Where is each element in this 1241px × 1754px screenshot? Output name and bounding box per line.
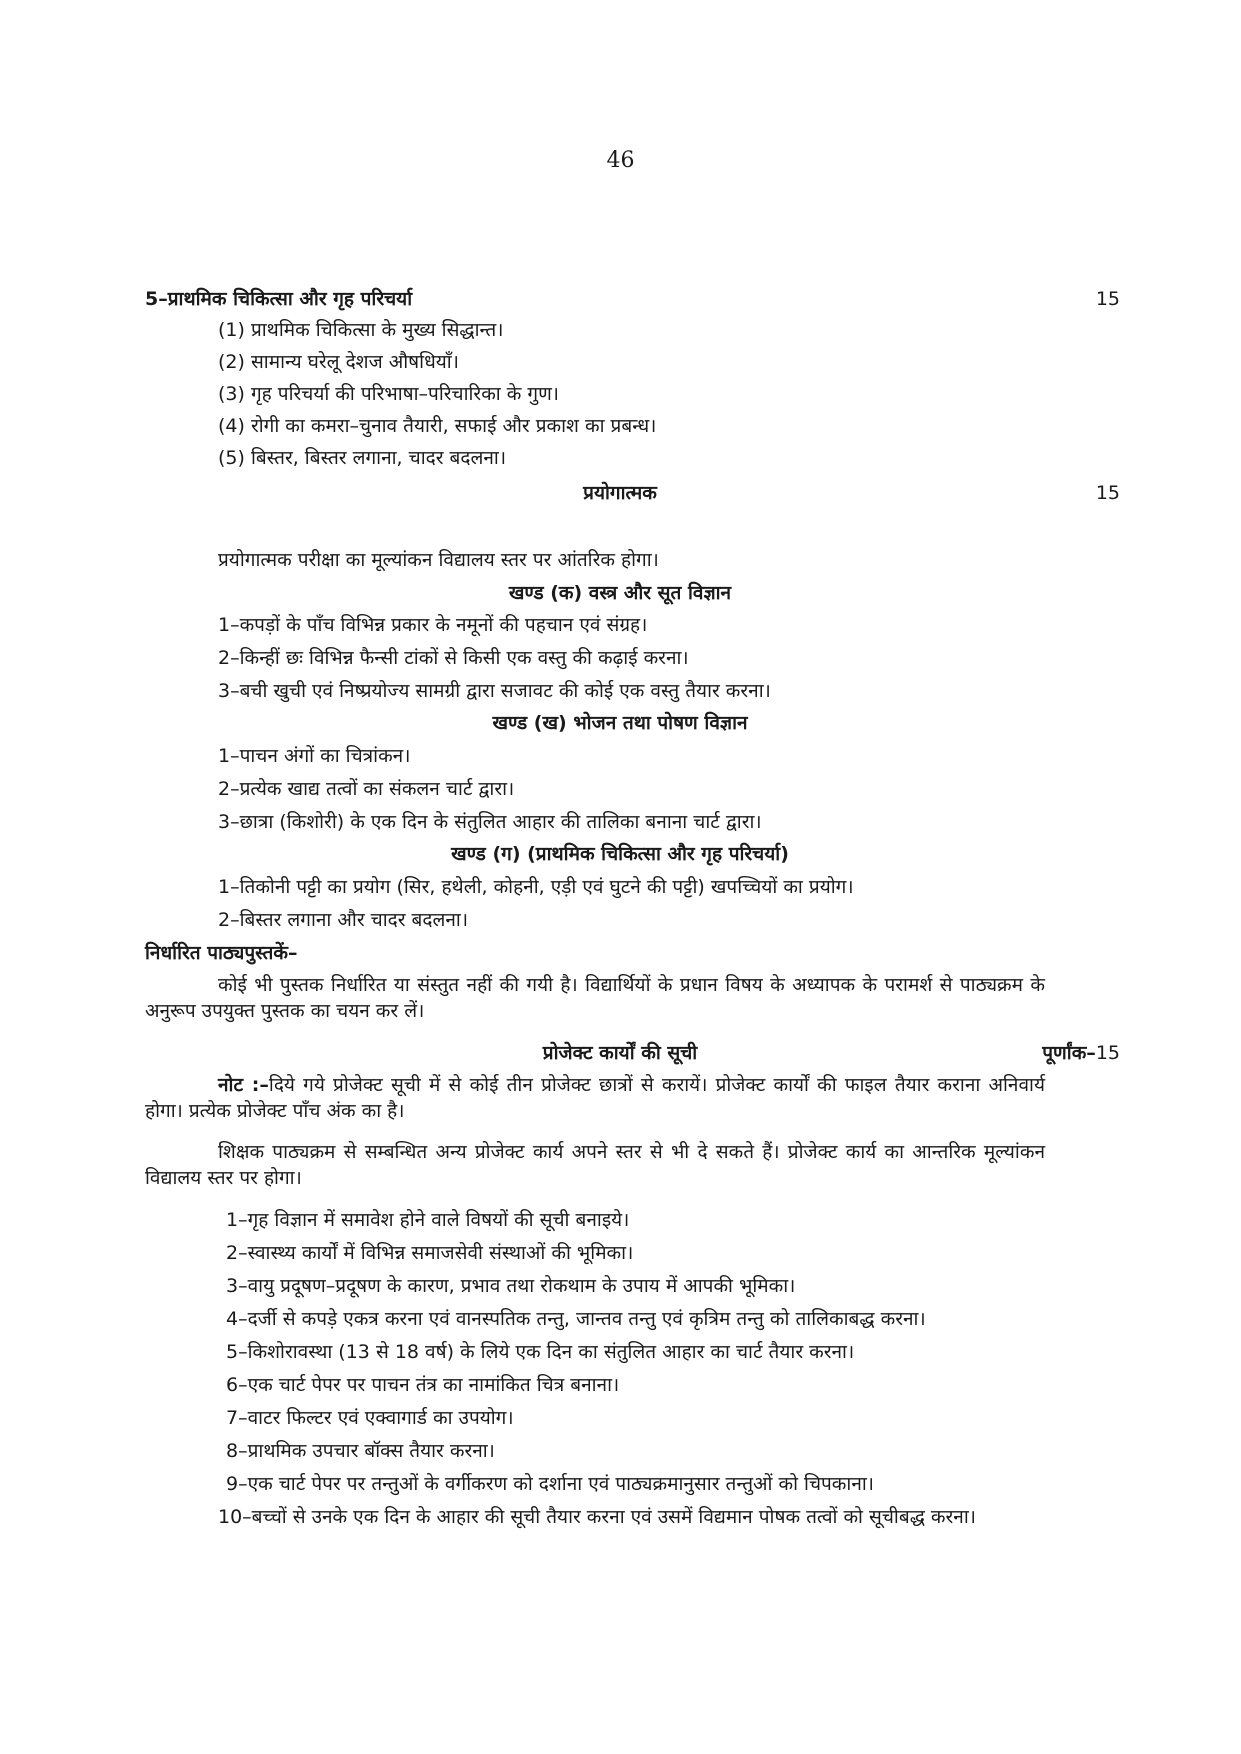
unit5-item: (2) सामान्य घरेलू देशज औषधियाँ। — [218, 351, 459, 373]
unit5-item: (4) रोगी का कमरा–चुनाव तैयारी, सफाई और प्रकाश का प्रबन्ध। — [218, 415, 657, 437]
unit5-item: (5) बिस्तर, बिस्तर लगाना, चादर बदलना। — [218, 447, 507, 469]
section-ka-item: 3–बची खुची एवं निष्प्रयोज्य सामग्री द्वारा सजावट की कोई एक वस्तु तैयार करना। — [218, 680, 771, 702]
textbooks-text: कोई भी पुस्तक निर्धारित या संस्तुत नहीं की गयी है। विद्यार्थियों के प्रधान विषय के अध्यापक के परामर्श से पाठ्यक्रम के अनुरूप उपयुक्त पुस्तक का चयन कर लें। — [145, 974, 1045, 1022]
projects-para: शिक्षक पाठ्यक्रम से सम्बन्धित अन्य प्रोजेक्ट कार्य अपने स्तर से भी दे सकते हैं। प्रोजेक्ट कार्य का आन्तरिक मूल्यांकन विद्यालय स्तर पर होगा। — [145, 1141, 1045, 1189]
unit5-item: (1) प्राथमिक चिकित्सा के मुख्य सिद्धान्त। — [218, 319, 504, 341]
projects-marks-value: 15 — [1095, 1042, 1120, 1064]
section-kha-item: 3–छात्रा (किशोरी) के एक दिन के संतुलित आहार की तालिका बनाना चार्ट द्वारा। — [218, 811, 762, 833]
page-number: 46 — [606, 148, 635, 173]
textbooks-heading: निर्धारित पाठ्यपुस्तकें– — [145, 942, 298, 964]
projects-marks-label: पूर्णांक– — [1042, 1042, 1096, 1064]
practical-intro: प्रयोगात्मक परीक्षा का मूल्यांकन विद्यालय स्तर पर आंतरिक होगा। — [218, 549, 659, 571]
unit5-item: (3) गृह परिचर्या की परिभाषा–परिचारिका के गुण। — [218, 383, 560, 405]
project-item: 3–वायु प्रदूषण–प्रदूषण के कारण, प्रभाव तथा रोकथाम के उपाय में आपकी भूमिका। — [226, 1275, 796, 1297]
practical-heading: प्रयोगात्मक — [583, 482, 657, 504]
practical-marks: 15 — [1095, 482, 1120, 504]
project-item: 4–दर्जी से कपड़े एकत्र करना एवं वानस्पतिक तन्तु, जान्तव तन्तु एवं कृत्रिम तन्तु को तालिकाबद्ध करना। — [226, 1308, 926, 1330]
section-ka-heading: खण्ड (क) वस्त्र और सूत विज्ञान — [508, 582, 732, 604]
project-item: 5–किशोरावस्था (13 से 18 वर्ष) के लिये एक दिन का संतुलित आहार का चार्ट तैयार करना। — [226, 1341, 855, 1363]
section-ga-item: 2–बिस्तर लगाना और चादर बदलना। — [218, 909, 469, 931]
project-item: 9–एक चार्ट पेपर पर तन्तुओं के वर्गीकरण को दर्शाना एवं पाठ्यक्रमानुसार तन्तुओं को चिपकाना। — [226, 1473, 874, 1495]
section-kha-heading: खण्ड (ख) भोजन तथा पोषण विज्ञान — [492, 712, 748, 734]
projects-heading: प्रोजेक्ट कार्यों की सूची — [542, 1042, 698, 1064]
project-item: 6–एक चार्ट पेपर पर पाचन तंत्र का नामांकित चित्र बनाना। — [226, 1374, 620, 1396]
section-kha-item: 1–पाचन अंगों का चित्रांकन। — [218, 745, 411, 767]
section-kha-item: 2–प्रत्येक खाद्य तत्वों का संकलन चार्ट द्वारा। — [218, 778, 515, 800]
section-ka-item: 1–कपड़ों के पाँच विभिन्न प्रकार के नमूनों की पहचान एवं संग्रह। — [218, 614, 648, 636]
project-item: 2–स्वास्थ्य कार्यों में विभिन्न समाजसेवी संस्थाओं की भूमिका। — [226, 1242, 634, 1264]
projects-note — [145, 1072, 1045, 1124]
unit5-heading: 5–प्राथमिक चिकित्सा और गृह परिचर्या — [145, 288, 413, 310]
note-label: नोट :– — [218, 1074, 269, 1096]
project-item: 8–प्राथमिक उपचार बॉक्स तैयार करना। — [226, 1440, 495, 1462]
project-item: 7–वाटर फिल्टर एवं एक्वागार्ड का उपयोग। — [226, 1407, 514, 1429]
note-text: दिये गये प्रोजेक्ट सूची में से कोई तीन प्रोजेक्ट छात्रों से करायें। प्रोजेक्ट कार्यों की फाइल तैयार कराना अनिवार्य होगा। प्रत्येक प्रोजेक्ट पाँच अंक का है। — [145, 1074, 1045, 1122]
projects-marks — [900, 1040, 1120, 1066]
section-ka-item: 2–किन्हीं छः विभिन्न फैन्सी टांकों से किसी एक वस्तु की कढ़ाई करना। — [218, 647, 689, 669]
project-item: 1–गृह विज्ञान में समावेश होने वाले विषयों की सूची बनाइये। — [226, 1209, 630, 1231]
section-ga-heading: खण्ड (ग) (प्राथमिक चिकित्सा और गृह परिचर्या) — [451, 843, 789, 865]
project-item: 10–बच्चों से उनके एक दिन के आहार की सूची तैयार करना एवं उसमें विद्यमान पोषक तत्वों को सूचीबद्ध करना। — [218, 1506, 976, 1528]
section-ga-item: 1–तिकोनी पट्टी का प्रयोग (सिर, हथेली, कोहनी, एड़ी एवं घुटने की पट्टी) खपच्चियों का प्रयोग। — [218, 876, 854, 898]
unit5-marks: 15 — [1095, 288, 1120, 310]
